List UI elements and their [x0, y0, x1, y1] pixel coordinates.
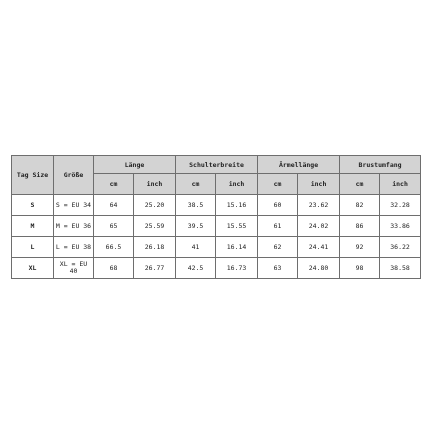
table-cell: 64: [94, 195, 134, 216]
size-label: L: [12, 237, 54, 258]
table-cell: 25.59: [134, 216, 176, 237]
groesse-value: S = EU 34: [54, 195, 94, 216]
table-cell: 63: [258, 258, 298, 279]
table-cell: 62: [258, 237, 298, 258]
groesse-value: M = EU 36: [54, 216, 94, 237]
table-cell: 24.80: [298, 258, 340, 279]
size-label: XL: [12, 258, 54, 279]
table-cell: 92: [340, 237, 380, 258]
table-cell: 33.86: [380, 216, 421, 237]
unit-inch: inch: [380, 174, 421, 195]
size-label: M: [12, 216, 54, 237]
header-aermellaenge: Ärmellänge: [258, 156, 340, 174]
table-row: [12, 195, 421, 216]
table-cell: 15.55: [216, 216, 258, 237]
unit-inch: inch: [298, 174, 340, 195]
size-label: S: [12, 195, 54, 216]
header-groesse: Größe: [54, 156, 94, 195]
table-cell: 23.62: [298, 195, 340, 216]
table-cell: 38.5: [176, 195, 216, 216]
table-cell: 16.14: [216, 237, 258, 258]
table-cell: 36.22: [380, 237, 421, 258]
unit-inch: inch: [216, 174, 258, 195]
header-schulterbreite: Schulterbreite: [176, 156, 258, 174]
table-cell: 26.77: [134, 258, 176, 279]
table-cell: 82: [340, 195, 380, 216]
table-cell: 60: [258, 195, 298, 216]
groesse-value: L = EU 38: [54, 237, 94, 258]
table-cell: 38.58: [380, 258, 421, 279]
table-cell: 26.18: [134, 237, 176, 258]
table-cell: 39.5: [176, 216, 216, 237]
header-group-row: [12, 156, 421, 174]
table-row: [12, 216, 421, 237]
unit-inch: inch: [134, 174, 176, 195]
table-cell: 66.5: [94, 237, 134, 258]
header-laenge: Länge: [94, 156, 176, 174]
header-tag-size: Tag Size: [12, 156, 54, 195]
table-cell: 41: [176, 237, 216, 258]
table-cell: 61: [258, 216, 298, 237]
table-row: [12, 237, 421, 258]
table-cell: 24.41: [298, 237, 340, 258]
table-cell: 15.16: [216, 195, 258, 216]
table-cell: 65: [94, 216, 134, 237]
unit-cm: cm: [340, 174, 380, 195]
table-cell: 25.20: [134, 195, 176, 216]
table-cell: 86: [340, 216, 380, 237]
table-cell: 16.73: [216, 258, 258, 279]
table-cell: 68: [94, 258, 134, 279]
table-cell: 42.5: [176, 258, 216, 279]
header-brustumfang: Brustumfang: [340, 156, 421, 174]
table-cell: 32.28: [380, 195, 421, 216]
unit-cm: cm: [258, 174, 298, 195]
table-cell: 24.02: [298, 216, 340, 237]
groesse-value: XL = EU 40: [54, 258, 94, 279]
table-row: [12, 258, 421, 279]
unit-cm: cm: [176, 174, 216, 195]
size-chart-table: [11, 155, 421, 279]
table-cell: 98: [340, 258, 380, 279]
unit-cm: cm: [94, 174, 134, 195]
